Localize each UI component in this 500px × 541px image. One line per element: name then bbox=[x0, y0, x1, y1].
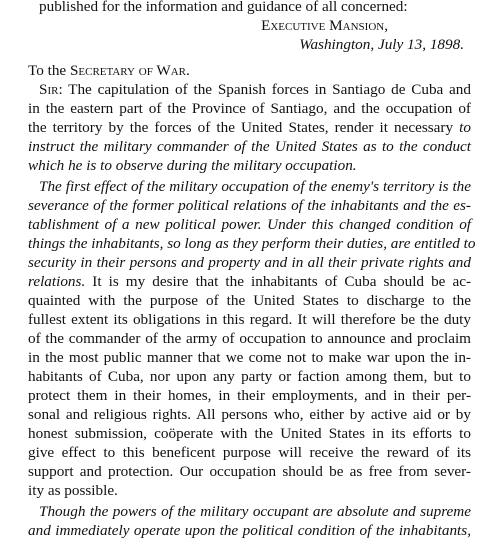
text-line-7 bbox=[28, 196, 471, 216]
text-line-12 bbox=[28, 291, 471, 311]
text-line-2 bbox=[28, 99, 471, 119]
text-line-23 bbox=[39, 502, 471, 522]
executive-mansion: Executive Mansion, bbox=[261, 17, 388, 34]
address-recipient: Secretary of War. bbox=[69, 62, 190, 79]
text-run: The first effect of the military occupation of the enemy's territory is the bbox=[39, 178, 471, 195]
text-line-9 bbox=[28, 234, 476, 254]
text-run: instruct the military commander of the United States as to the conduct bbox=[28, 138, 471, 155]
text-line-13 bbox=[28, 310, 471, 330]
text-run: fullest extent its obligations in this regard. It will therefore be the duty bbox=[28, 311, 471, 328]
text-run: Sir bbox=[39, 81, 59, 98]
text-line-16 bbox=[28, 367, 471, 387]
published-line: published for the information and guidance of all concerned: bbox=[39, 0, 408, 15]
text-run: the territory by the forces of the United States, render it necessary bbox=[28, 119, 460, 136]
text-run: sonal and religious rights. All persons who, either by active aid or by bbox=[28, 406, 471, 423]
text-line-24 bbox=[28, 521, 471, 541]
text-line-19 bbox=[28, 424, 471, 444]
text-run: to bbox=[459, 119, 471, 136]
text-line-8 bbox=[28, 215, 471, 235]
text-run: Though the powers of the military occupant are absolute and supreme bbox=[39, 503, 471, 520]
text-line-11 bbox=[28, 272, 471, 292]
text-line-10 bbox=[28, 253, 471, 273]
text-line-17 bbox=[28, 386, 471, 406]
text-run: tablishment of a new political power. bbox=[28, 216, 262, 233]
text-line-21 bbox=[28, 462, 471, 482]
text-run: support and protection. Our occupation should be as free from sever- bbox=[28, 463, 471, 480]
text-line-14 bbox=[28, 329, 471, 349]
text-run: things the inhabitants, so long as they perform their duties, are entitled to bbox=[28, 235, 476, 252]
text-run: which he is to observe during the military occupation. bbox=[28, 157, 357, 174]
text-run: protect them in their homes, in their employments, and in their per- bbox=[28, 387, 471, 404]
text-line-15 bbox=[28, 348, 471, 368]
text-run: : The capitulation of the Spanish forces in Santiago de Cuba and bbox=[58, 81, 471, 98]
text-line-5 bbox=[28, 156, 357, 176]
text-line-18 bbox=[28, 405, 471, 425]
text-run: quainted with the purpose of the United States to discharge to the bbox=[28, 292, 471, 309]
address-line bbox=[28, 61, 328, 81]
text-line-4 bbox=[28, 137, 471, 157]
text-run: security in their persons and property and in all their private rights and bbox=[28, 254, 471, 271]
text-run: It is my desire that the inhabitants of Cuba should be ac- bbox=[85, 273, 471, 290]
text-run: and immediately operate upon the political condition of the inhabitants, bbox=[28, 522, 471, 539]
address-to: To the bbox=[28, 62, 70, 79]
text-run: honest submission, coöperate with the United States in its efforts to bbox=[28, 425, 471, 442]
text-run: of the commander of the army of occupation to announce and proclaim bbox=[28, 330, 471, 347]
text-run: give effect to this beneficent purpose will receive the reward of its bbox=[28, 444, 471, 461]
text-line-3 bbox=[28, 118, 471, 138]
text-run: relations. bbox=[28, 273, 86, 290]
text-run: habitants of Cuba, nor upon any party or faction among them, but to bbox=[28, 368, 471, 385]
place-date: Washington, July 13, 1898. bbox=[299, 36, 464, 53]
text-line-1 bbox=[39, 80, 471, 100]
text-run: severance of the former political relations of the inhabitants and the es- bbox=[28, 197, 471, 214]
text-line-22 bbox=[28, 481, 228, 501]
text-run: Under this changed condition of bbox=[267, 216, 472, 233]
text-line-20 bbox=[28, 443, 471, 463]
text-run: in the eastern part of the Province of Santiago, and the occupation of bbox=[28, 100, 471, 117]
text-run: ity as possible. bbox=[28, 482, 118, 499]
text-line-6 bbox=[39, 177, 471, 197]
text-run: in the most public manner that we come not to make war upon the in- bbox=[28, 349, 471, 366]
